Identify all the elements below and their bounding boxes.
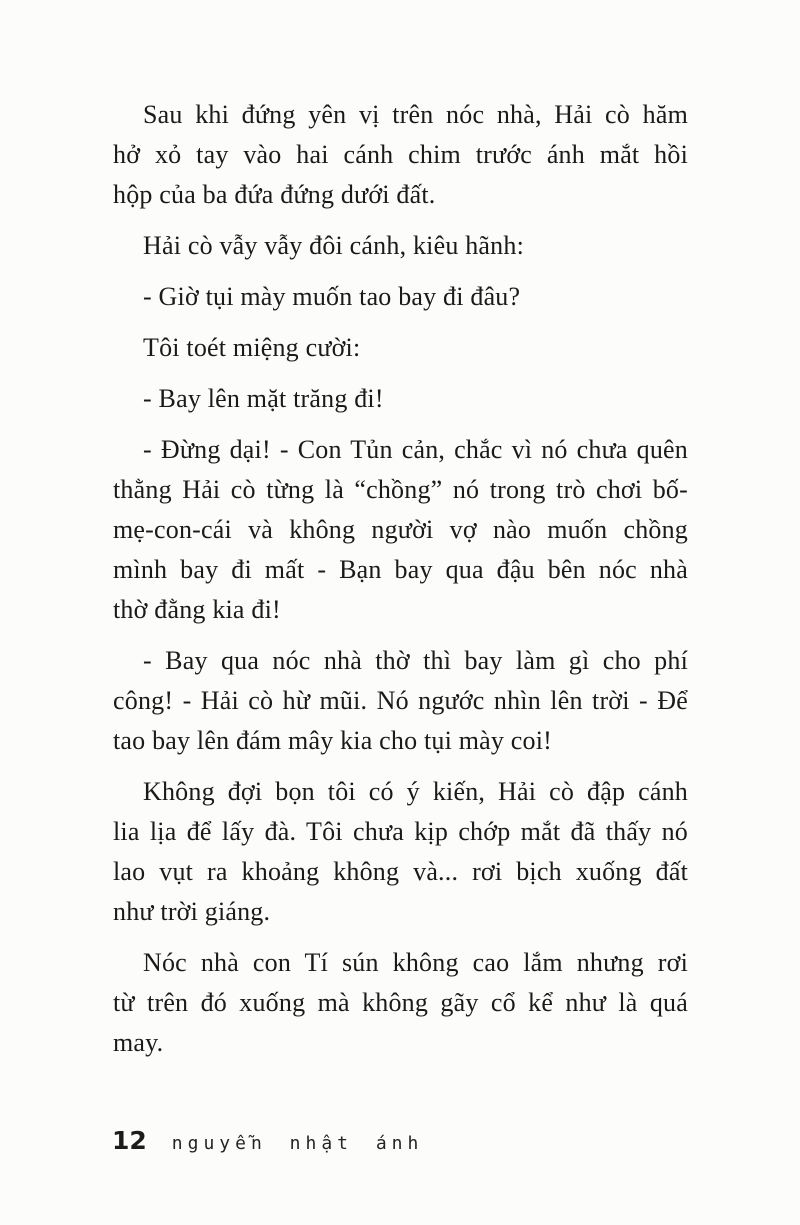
text-line: thằng Hải cò từng là “chồng” nó trong trò chơi bố- xyxy=(113,475,688,504)
text-line: như trời giáng. xyxy=(113,897,271,926)
text-line: tao bay lên đám mây kia cho tụi mày coi! xyxy=(113,726,553,755)
paragraph xyxy=(113,226,688,266)
text-line: mẹ-con-cái và không người vợ nào muốn chồng xyxy=(113,515,688,544)
text-line: từ trên đó xuống mà không gãy cổ kể như là quá xyxy=(113,988,688,1017)
paragraph xyxy=(113,772,688,932)
text-line: công! - Hải cò hừ mũi. Nó ngước nhìn lên trời - Để xyxy=(113,686,688,715)
text-line: thờ đằng kia đi! xyxy=(113,595,281,624)
paragraph xyxy=(113,277,688,317)
text-line: Sau khi đứng yên vị trên nóc nhà, Hải cò hăm xyxy=(143,100,688,129)
paragraph xyxy=(113,95,688,215)
paragraph xyxy=(113,943,688,1063)
paragraph xyxy=(113,379,688,419)
text-line: hộp của ba đứa đứng dưới đất. xyxy=(113,180,436,209)
text-line: lao vụt ra khoảng không và... rơi bịch xuống đất xyxy=(113,857,688,886)
text-line: Tôi toét miệng cười: xyxy=(143,333,361,362)
text-block xyxy=(113,95,688,1074)
text-line: Không đợi bọn tôi có ý kiến, Hải cò đập cánh xyxy=(143,777,688,806)
text-line: - Đừng dại! - Con Tủn cản, chắc vì nó chưa quên xyxy=(143,435,688,464)
text-line: - Bay lên mặt trăng đi! xyxy=(143,384,384,413)
text-line: - Bay qua nóc nhà thờ thì bay làm gì cho phí xyxy=(143,646,688,675)
paragraph xyxy=(113,430,688,630)
text-line: hở xỏ tay vào hai cánh chim trước ánh mắt hồi xyxy=(113,140,688,169)
page-footer xyxy=(112,1126,423,1155)
text-line: Hải cò vẫy vẫy đôi cánh, kiêu hãnh: xyxy=(143,231,524,260)
paragraph xyxy=(113,328,688,368)
paragraph xyxy=(113,641,688,761)
text-line: mình bay đi mất - Bạn bay qua đậu bên nóc nhà xyxy=(113,555,688,584)
text-line: Nóc nhà con Tí sún không cao lắm nhưng rơi xyxy=(143,948,688,977)
text-line: may. xyxy=(113,1028,164,1057)
text-line: lia lịa để lấy đà. Tôi chưa kịp chớp mắt đã thấy nó xyxy=(113,817,688,846)
page-number: 12 xyxy=(112,1126,147,1155)
text-line: - Giờ tụi mày muốn tao bay đi đâu? xyxy=(143,282,521,311)
author-name: nguyễn nhật ánh xyxy=(171,1133,424,1154)
